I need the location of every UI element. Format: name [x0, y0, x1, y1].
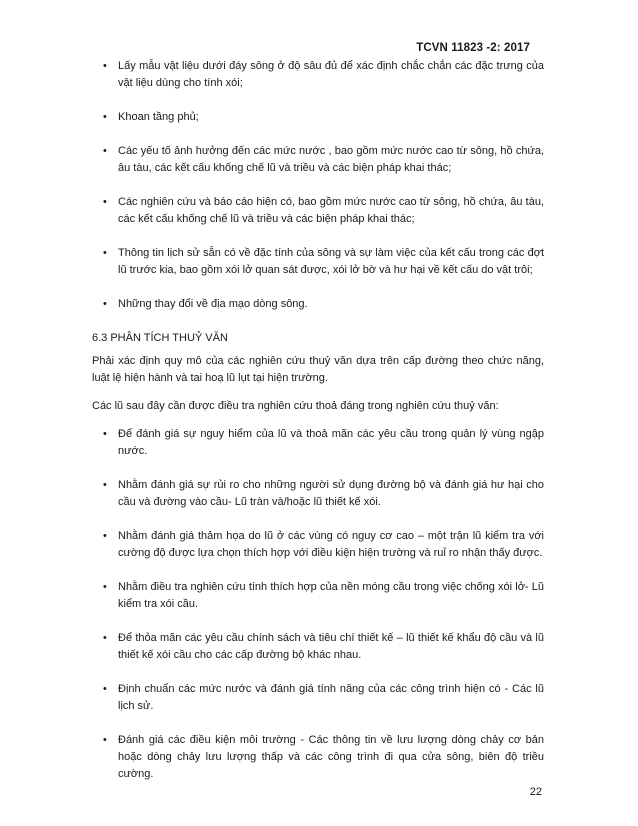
list-item [92, 681, 544, 715]
section-title: 6.3 PHÂN TÍCH THUỶ VĂN [92, 332, 228, 344]
bullet-icon: • [103, 298, 107, 310]
page-number: 22 [529, 786, 542, 798]
bullet-icon: • [103, 734, 107, 746]
bullet-icon: • [103, 428, 107, 440]
document-code-header: TCVN 11823 -2: 2017 [416, 42, 530, 54]
list-item [92, 109, 544, 126]
list-item-text: Nhằm điều tra nghiên cứu tính thích hợp của nền móng cầu trong việc chống xói lở- Lũ kiểm tra xói cầu. [118, 581, 544, 610]
bullet-icon: • [103, 247, 107, 259]
bullet-icon: • [103, 581, 107, 593]
list-item [92, 143, 544, 177]
list-item-text: Thông tin lịch sử sẵn có về đặc tính của sông và sự làm việc của kết cấu trong các đợt lũ trước kia, bao gồm xói lở quan sát được, xói lở bờ và hư hại về kết cấu do vật trôi; [118, 247, 544, 276]
list-item-text: Định chuẩn các mức nước và đánh giá tính năng của các công trình hiện có - Các lũ lịch sử. [118, 683, 544, 712]
bullet-icon: • [103, 479, 107, 491]
list-item-text: Các nghiên cứu và báo cáo hiện có, bao gồm mức nước cao từ sông, hồ chứa, âu tàu, các kết cấu khống chế lũ và triều và các biện pháp khai thác; [118, 196, 544, 225]
list-item [92, 528, 544, 562]
list-item-text: Đánh giá các điều kiện môi trường - Các thông tin về lưu lượng dòng chảy cơ bản hoặc dòng chảy lưu lượng thấp và các công trình đi qua cửa sông, biên độ triều cường. [118, 734, 544, 780]
list-item-text: Để đánh giá sự nguy hiểm của lũ và thoả mãn các yêu cầu trong quản lý vùng ngập nước. [118, 428, 544, 457]
section-paragraph-intro: Các lũ sau đây cần được điều tra nghiên cứu thoả đáng trong nghiên cứu thuỷ văn: [92, 400, 499, 412]
bullet-icon: • [103, 683, 107, 695]
list-item-text: Lấy mẫu vật liệu dưới đáy sông ở độ sâu đủ để xác định chắc chắn các đặc trưng của vật liệu dùng cho tính xói; [118, 60, 544, 89]
list-item-text: Những thay đổi về địa mạo dòng sông. [118, 298, 308, 310]
bullet-icon: • [103, 530, 107, 542]
list-item [92, 296, 544, 313]
bullet-icon: • [103, 632, 107, 644]
list-item-text: Khoan tầng phủ; [118, 111, 199, 123]
list-item [92, 477, 544, 511]
bullet-icon: • [103, 196, 107, 208]
list-item [92, 426, 544, 460]
list-item [92, 194, 544, 228]
list-item-text: Nhằm đánh giá thảm họa do lũ ở các vùng có nguy cơ cao – một trận lũ kiểm tra với cường độ được lựa chọn thích hợp với điều kiện hiện trường và ruỉ ro nhận thấy được. [118, 530, 544, 559]
list-item [92, 245, 544, 279]
bullet-icon: • [103, 60, 107, 72]
requirements-list [92, 58, 544, 313]
flood-types-list [92, 426, 544, 783]
section-paragraph: Phải xác định quy mô của các nghiên cứu thuỷ văn dựa trên cấp đường theo chức năng, luật lệ hiện hành và tai hoạ lũ lụt tại hiện trường. [92, 355, 544, 384]
page-content [92, 58, 544, 800]
list-item-text: Các yếu tố ảnh hưởng đến các mức nước , bao gồm mức nước cao từ sông, hồ chứa, âu tàu, các kết cấu khống chế lũ và triều và các biện pháp khai thác; [118, 145, 544, 174]
list-item-text: Nhằm đánh giá sự rủi ro cho những người sử dụng đường bộ và đánh giá hư hại cho cầu và đường vào cầu- Lũ tràn và/hoặc lũ thiết kế xói. [118, 479, 544, 508]
list-item [92, 58, 544, 92]
bullet-icon: • [103, 111, 107, 123]
list-item [92, 579, 544, 613]
list-item-text: Để thỏa mãn các yêu cầu chính sách và tiêu chí thiết kế – lũ thiết kế khẩu độ cầu và lũ thiết kế xói cầu cho các cấp đường bộ khác nhau. [118, 632, 544, 661]
bullet-icon: • [103, 145, 107, 157]
list-item [92, 732, 544, 783]
list-item [92, 630, 544, 664]
